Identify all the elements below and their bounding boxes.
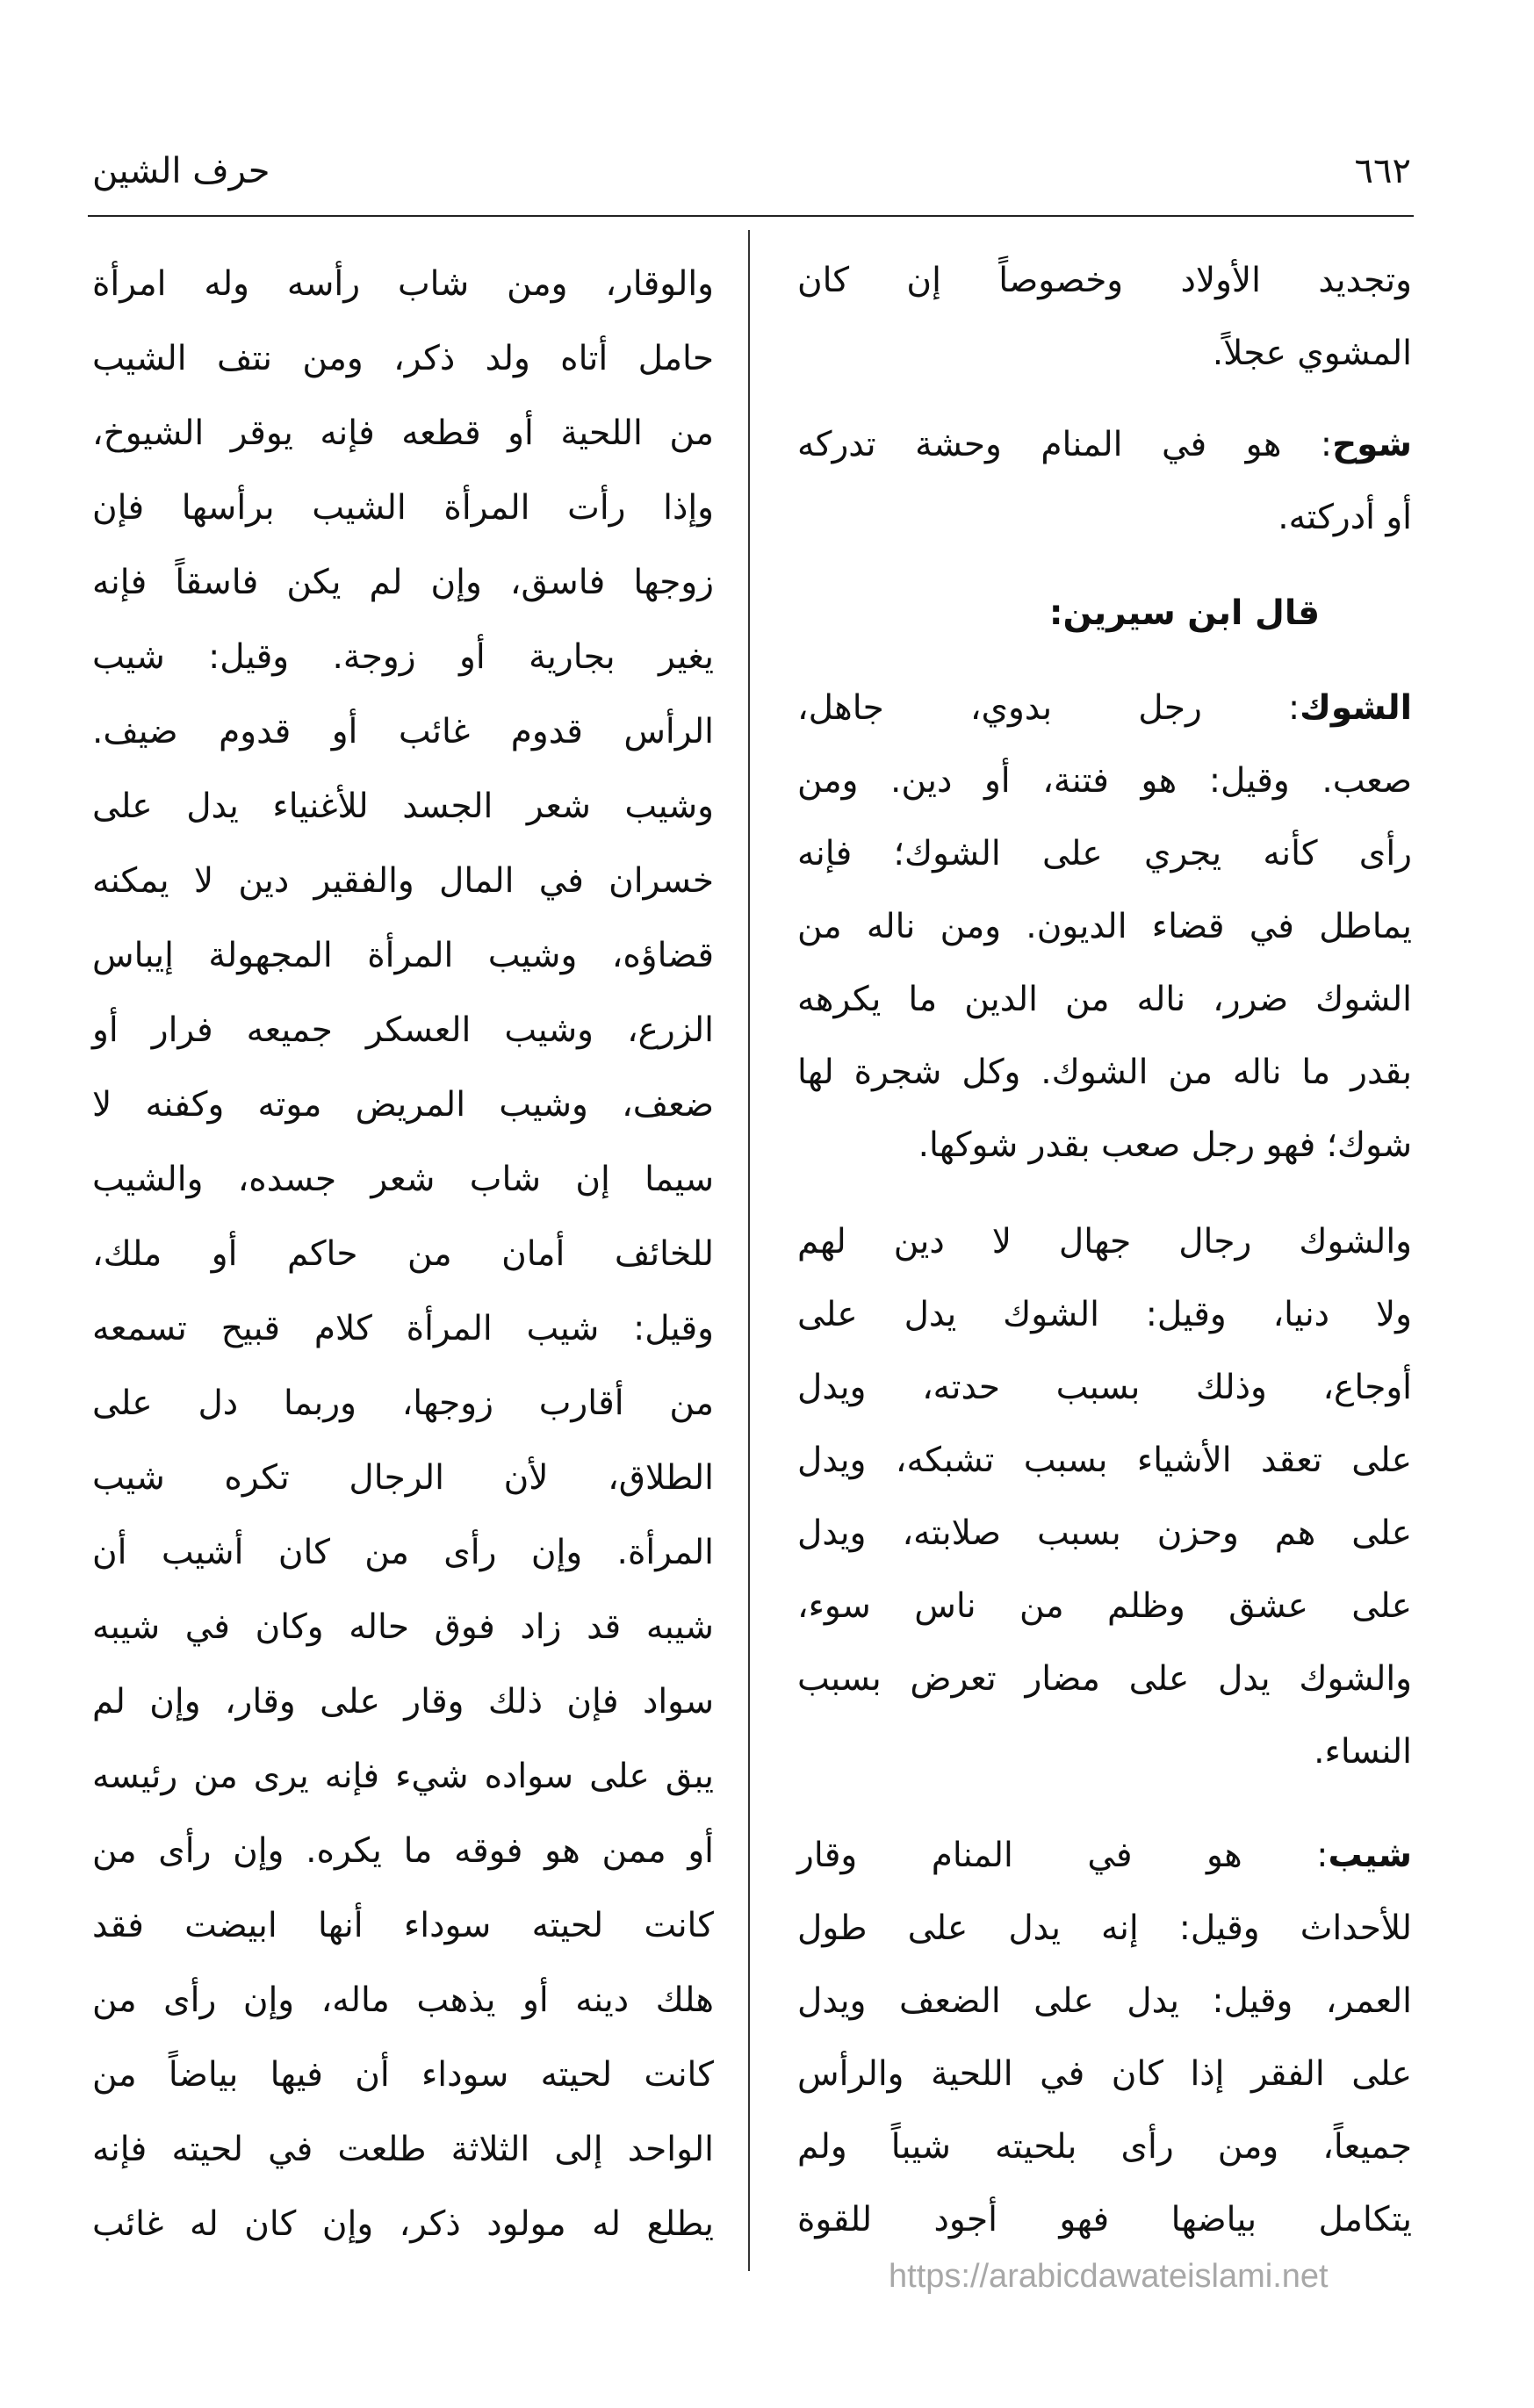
text-line: سيما إن شاب شعر جسده، والشيب	[92, 1160, 714, 1199]
line-text: جميعاً، ومن رأى بلحيته شيباً ولم	[797, 2127, 1412, 2167]
line-text: : هو في المنام وقار	[797, 1836, 1329, 1875]
text-line	[797, 744, 1412, 817]
text-line: سواد فإن ذلك وقار على وقار، وإن لم	[92, 1682, 714, 1722]
text-line	[797, 1497, 1412, 1570]
paragraph	[797, 577, 1412, 650]
text-line	[797, 1278, 1412, 1351]
line-text: : رجل بدوي، جاهل،	[797, 688, 1300, 728]
line-text: أوجاع، وذلك بسبب حدته، ويدل	[797, 1368, 1412, 1407]
line-text: على تعقد الأشياء بسبب تشبكه، ويدل	[797, 1441, 1412, 1480]
text-line: زوجها فاسق، وإن لم يكن فاسقاً فإنه	[92, 563, 714, 602]
text-line	[797, 1109, 1412, 1182]
text-line	[797, 481, 1412, 554]
text-line: قضاؤه، وشيب المرأة المجهولة إيباس	[92, 936, 714, 975]
left-column	[92, 247, 714, 2261]
entry-headword: قال ابن سيرين:	[1048, 593, 1320, 633]
line-text: ولا دنيا، وقيل: الشوك يدل على	[797, 1295, 1412, 1334]
right-column	[797, 0, 1412, 2282]
text-line	[797, 1205, 1412, 1278]
text-line	[797, 244, 1412, 317]
text-line	[797, 317, 1412, 390]
line-text: الشوك ضرر، ناله من الدين ما يكرهه	[797, 980, 1412, 1019]
line-text: والشوك رجال جهال لا دين لهم	[797, 1222, 1412, 1262]
text-line: أو ممن هو فوقه ما يكره. وإن رأى من	[92, 1831, 714, 1871]
entry-headword: شوح	[1332, 425, 1412, 464]
text-line	[797, 1642, 1412, 1715]
text-line	[797, 890, 1412, 963]
text-line	[797, 577, 1412, 650]
text-line: الواحد إلى الثلاثة طلعت في لحيته فإنه	[92, 2130, 714, 2169]
line-text: المشوي عجلاً.	[1212, 334, 1412, 373]
text-line	[797, 2110, 1412, 2183]
text-line: هلك دينه أو يذهب ماله، وإن رأى من	[92, 1980, 714, 2020]
line-text: للأحداث وقيل: إنه يدل على طول	[797, 1908, 1412, 1948]
text-line: للخائف أمان من حاكم أو ملك،	[92, 1234, 714, 1274]
line-text: على عشق وظلم من ناس سوء،	[797, 1586, 1412, 1626]
line-text: وتجديد الأولاد وخصوصاً إن كان	[797, 261, 1412, 300]
line-text: العمر، وقيل: يدل على الضعف ويدل	[797, 1981, 1412, 2021]
entry-headword: شيب	[1328, 1836, 1412, 1875]
text-line	[797, 1819, 1412, 1892]
line-text: : هو في المنام وحشة تدركه	[797, 425, 1333, 464]
paragraph	[797, 408, 1412, 554]
text-line: الطلاق، لأن الرجال تكره شيب	[92, 1458, 714, 1498]
line-text: يتكامل بياضها فهو أجود للقوة	[797, 2200, 1412, 2239]
text-line: يغير بجارية أو زوجة. وقيل: شيب	[92, 637, 714, 677]
line-text: أو أدركته.	[1278, 498, 1412, 537]
text-line	[797, 2183, 1412, 2256]
watermark: https://arabicdawateislami.net	[889, 2258, 1329, 2295]
text-line	[797, 1892, 1412, 1965]
text-line	[797, 1715, 1412, 1788]
text-line	[797, 1036, 1412, 1109]
line-text: على الفقر إذا كان في اللحية والرأس	[797, 2054, 1412, 2094]
line-text: شوك؛ فهو رجل صعب بقدر شوكها.	[918, 1125, 1412, 1165]
text-line: من اللحية أو قطعه فإنه يوقر الشيوخ،	[92, 413, 714, 453]
text-line: وإذا رأت المرأة الشيب برأسها فإن	[92, 488, 714, 528]
page-number: ٦٦٢	[1354, 151, 1411, 191]
text-line	[797, 817, 1412, 890]
entry-headword: الشوك	[1300, 688, 1412, 728]
text-line: المرأة. وإن رأى من كان أشيب أن	[92, 1533, 714, 1572]
paragraph	[797, 1205, 1412, 1788]
text-line: وشيب شعر الجسد للأغنياء يدل على	[92, 787, 714, 826]
text-line	[797, 408, 1412, 481]
line-text: يماطل في قضاء الديون. ومن ناله من	[797, 907, 1412, 946]
line-text: بقدر ما ناله من الشوك. وكل شجرة لها	[797, 1053, 1412, 1092]
line-text: والشوك يدل على مضار تعرض بسبب	[797, 1659, 1412, 1699]
line-text: صعب. وقيل: هو فتنة، أو دين. ومن	[797, 761, 1412, 801]
text-line: الرأس قدوم غائب أو قدوم ضيف.	[92, 712, 714, 751]
text-line: شيبه قد زاد فوق حاله وكان في شيبه	[92, 1607, 714, 1647]
text-line: من أقارب زوجها، وربما دل على	[92, 1384, 714, 1423]
column-divider	[748, 230, 750, 2271]
paragraph	[797, 1819, 1412, 2256]
text-line: يطلع له مولود ذكر، وإن كان له غائب	[92, 2204, 714, 2244]
text-line: حامل أتاه ولد ذكر، ومن نتف الشيب	[92, 339, 714, 378]
text-line	[797, 963, 1412, 1036]
text-line: والوقار، ومن شاب رأسه وله امرأة	[92, 264, 714, 304]
text-line	[797, 2038, 1412, 2110]
line-text: على هم وحزن بسبب صلابته، ويدل	[797, 1513, 1412, 1553]
text-line	[797, 1351, 1412, 1424]
line-text: النساء.	[1314, 1732, 1412, 1772]
text-line: كانت لحيته سوداء أن فيها بياضاً من	[92, 2055, 714, 2095]
line-text: رأى كأنه يجري على الشوك؛ فإنه	[797, 834, 1412, 873]
text-line	[797, 1424, 1412, 1497]
text-line	[797, 1570, 1412, 1642]
paragraph	[797, 244, 1412, 390]
running-title: حرف الشين	[92, 151, 270, 191]
text-line: الزرع، وشيب العسكر جميعه فرار أو	[92, 1010, 714, 1050]
text-line: ضعف، وشيب المريض موته وكفنه لا	[92, 1085, 714, 1125]
text-line	[797, 672, 1412, 744]
text-line	[797, 1965, 1412, 2038]
paragraph	[797, 672, 1412, 1182]
text-line: يبق على سواده شيء فإنه يرى من رئيسه	[92, 1757, 714, 1796]
text-line: وقيل: شيب المرأة كلام قبيح تسمعه	[92, 1309, 714, 1348]
text-line: خسران في المال والفقير دين لا يمكنه	[92, 861, 714, 901]
text-line: كانت لحيته سوداء أنها ابيضت فقد	[92, 1906, 714, 1945]
